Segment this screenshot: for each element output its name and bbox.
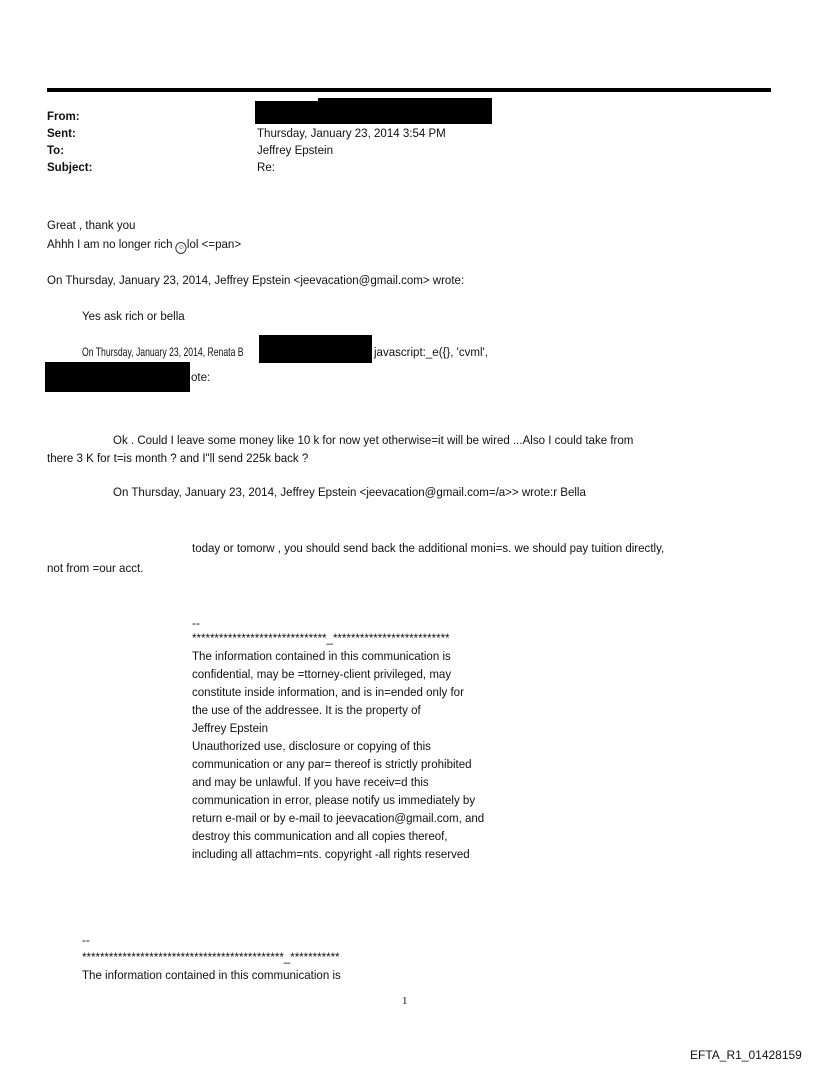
disclaimer2-stars: *********************************************_*********** [82, 950, 340, 964]
quote2-header-a: On Thursday, January 23, 2014, Renata B [82, 345, 244, 359]
disclaimer-line: constitute inside information, and is in=ended only for [192, 685, 464, 699]
smiley-icon: ☺ [176, 242, 187, 254]
disclaimer-line: destroy this communication and all copies thereof, [192, 829, 448, 843]
body-line-1: Great , thank you [47, 218, 136, 232]
disclaimer-line: communication or any par= thereof is strictly prohibited [192, 757, 472, 771]
disclaimer-line: Unauthorized use, disclosure or copying of this [192, 739, 431, 753]
quote1-text: Yes ask rich or bella [82, 309, 185, 323]
quote3-text-b: not from =our acct. [47, 561, 144, 575]
disclaimer2-line: The information contained in this communication is [82, 968, 341, 982]
to-value: Jeffrey Epstein [257, 143, 334, 157]
quote3-header: On Thursday, January 23, 2014, Jeffrey Epstein <jeevacation@gmail.com=/a>> wrote:r Bella [113, 485, 586, 499]
quote2-header-b: javascript:_e({}, 'cvml', [374, 345, 488, 359]
disclaimer-stars: ******************************_************************** [192, 631, 450, 645]
disclaimer-line: confidential, may be =ttorney-client privileged, may [192, 667, 452, 681]
quote1-header: On Thursday, January 23, 2014, Jeffrey Epstein <jeevacation@gmail.com> wrote: [47, 273, 465, 287]
disclaimer-line: return e-mail or by e-mail to jeevacation@gmail.com, and [192, 811, 485, 825]
subject-value: Re: [257, 160, 275, 174]
quote2-text-a: Ok . Could I leave some money like 10 k for now yet otherwise=it will be wired ...Also I could take from [113, 433, 634, 447]
sent-label: Sent: [47, 126, 76, 140]
disclaimer-line: The information contained in this communication is [192, 649, 451, 663]
redaction-from-a [255, 101, 319, 124]
disclaimer-line: the use of the addressee. It is the property of [192, 703, 421, 717]
disclaimer-line: including all attachm=nts. copyright -all rights reserved [192, 847, 470, 861]
disclaimer-line: communication in error, please notify us immediately by [192, 793, 476, 807]
header-rule [47, 88, 771, 92]
subject-label: Subject: [47, 160, 93, 174]
disclaimer-line: Jeffrey Epstein [192, 721, 269, 735]
disclaimer-text [192, 647, 506, 863]
from-label: From: [47, 109, 80, 123]
redaction-from-b [318, 98, 492, 124]
redaction-email [259, 335, 372, 363]
quote2-text-b: there 3 K for t=is month ? and I"ll send 225k back ? [47, 451, 309, 465]
disclaimer-line: and may be unlawful. If you have receiv=d this [192, 775, 429, 789]
quote2-header-c: ote: [191, 370, 211, 384]
body-line-2 [47, 236, 241, 254]
redaction-email-2 [45, 362, 190, 392]
quote3-text-a: today or tomorw , you should send back the additional moni=s. we should pay tuition directly, [192, 541, 665, 555]
disclaimer-dash: -- [192, 616, 200, 630]
to-label: To: [47, 143, 65, 157]
page-number: 1 [402, 995, 408, 1007]
sent-value: Thursday, January 23, 2014 3:54 PM [257, 126, 446, 140]
disclaimer2-dash: -- [82, 933, 90, 947]
body-line-2-pre: Ahhh I am no longer rich [47, 237, 176, 251]
footer-id: EFTA_R1_01428159 [690, 1048, 802, 1062]
body-line-2-post: lol <=pan> [186, 237, 242, 251]
